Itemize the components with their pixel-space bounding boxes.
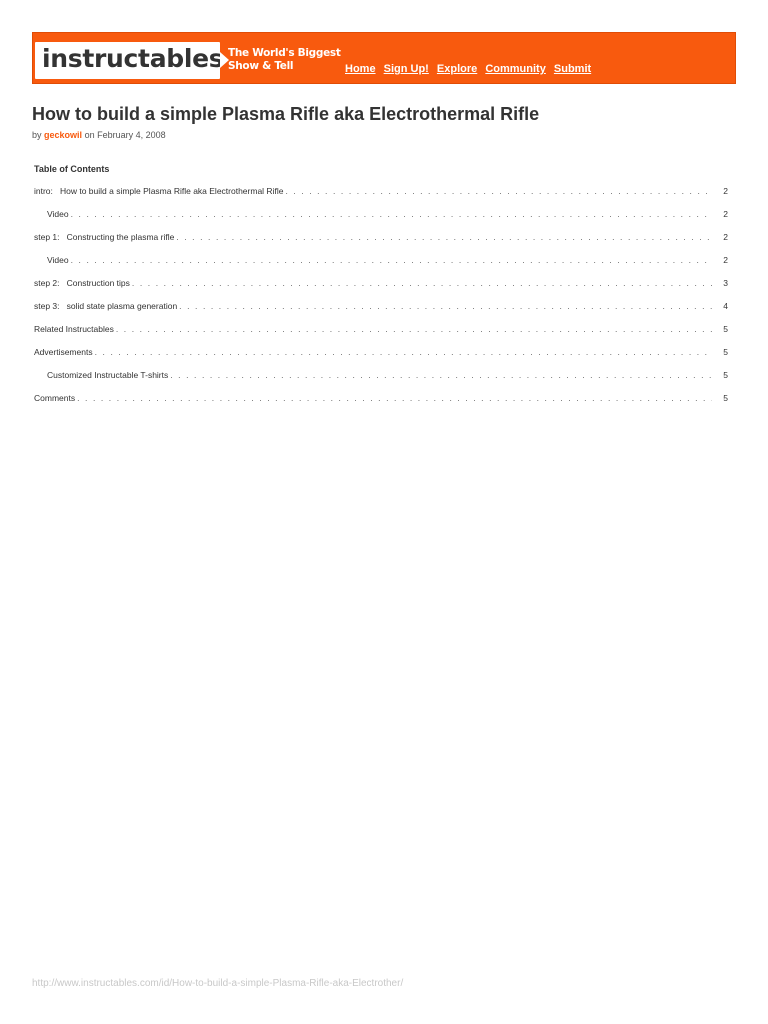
toc-heading: Table of Contents — [34, 164, 110, 174]
publish-date: on February 4, 2008 — [84, 130, 166, 140]
toc-dot-leader — [116, 324, 712, 334]
toc-row[interactable] — [34, 255, 728, 278]
toc-page-number: 2 — [723, 209, 728, 219]
byline — [32, 130, 166, 140]
toc-page-number: 5 — [723, 393, 728, 403]
tagline-line-2: Show & Tell — [228, 60, 294, 72]
toc-page-number: 3 — [723, 278, 728, 288]
toc-dot-leader — [179, 301, 712, 311]
toc-entry-label: intro: How to build a simple Plasma Rifle aka Electrothermal Rifle — [34, 186, 284, 196]
toc-row[interactable] — [34, 209, 728, 232]
toc-page-number: 2 — [723, 186, 728, 196]
toc-page-number: 5 — [723, 347, 728, 357]
toc-row[interactable] — [34, 393, 728, 416]
toc-dot-leader — [95, 347, 712, 357]
toc-row[interactable] — [34, 301, 728, 324]
toc-page-number: 5 — [723, 324, 728, 334]
header-banner — [32, 32, 736, 84]
toc-entry-label: step 1: Constructing the plasma rifle — [34, 232, 175, 242]
toc-entry-label: step 3: solid state plasma generation — [34, 301, 178, 311]
toc-dot-leader — [132, 278, 712, 288]
page-title: How to build a simple Plasma Rifle aka Electrothermal Rifle — [32, 104, 540, 124]
tagline — [228, 47, 341, 73]
footer-url[interactable]: http://www.instructables.com/id/How-to-build-a-simple-Plasma-Rifle-aka-Electrother/ — [32, 978, 404, 989]
nav-community-link[interactable]: Community — [485, 63, 546, 75]
table-of-contents — [34, 186, 728, 416]
nav-home-link[interactable]: Home — [345, 63, 376, 75]
toc-row[interactable] — [34, 324, 728, 347]
toc-entry-label: Customized Instructable T-shirts — [47, 370, 169, 380]
toc-row[interactable] — [34, 370, 728, 393]
toc-entry-label: Video — [47, 209, 69, 219]
toc-dot-leader — [71, 255, 712, 265]
toc-row[interactable] — [34, 278, 728, 301]
by-label: by — [32, 130, 42, 140]
toc-entry-label: Comments — [34, 393, 76, 403]
author-link[interactable]: geckowil — [44, 130, 83, 140]
toc-row[interactable] — [34, 347, 728, 370]
logo[interactable] — [35, 42, 224, 79]
logo-text: instructables — [42, 44, 224, 73]
nav-signup-link[interactable]: Sign Up! — [383, 63, 429, 75]
toc-dot-leader — [71, 209, 712, 219]
tagline-line-1: The World's Biggest — [228, 47, 341, 59]
toc-page-number: 5 — [723, 370, 728, 380]
toc-dot-leader — [170, 370, 712, 380]
toc-page-number: 2 — [723, 232, 728, 242]
toc-entry-label: Advertisements — [34, 347, 93, 357]
toc-entry-label: step 2: Construction tips — [34, 278, 130, 288]
nav-submit-link[interactable]: Submit — [553, 63, 592, 75]
toc-row[interactable] — [34, 186, 728, 209]
main-nav — [345, 63, 596, 75]
toc-dot-leader — [285, 186, 712, 196]
toc-row[interactable] — [34, 232, 728, 255]
toc-dot-leader — [77, 393, 712, 403]
nav-explore-link[interactable]: Explore — [436, 63, 478, 75]
toc-dot-leader — [176, 232, 712, 242]
toc-entry-label: Video — [47, 255, 69, 265]
toc-page-number: 2 — [723, 255, 728, 265]
toc-page-number: 4 — [723, 301, 728, 311]
toc-entry-label: Related Instructables — [34, 324, 114, 334]
